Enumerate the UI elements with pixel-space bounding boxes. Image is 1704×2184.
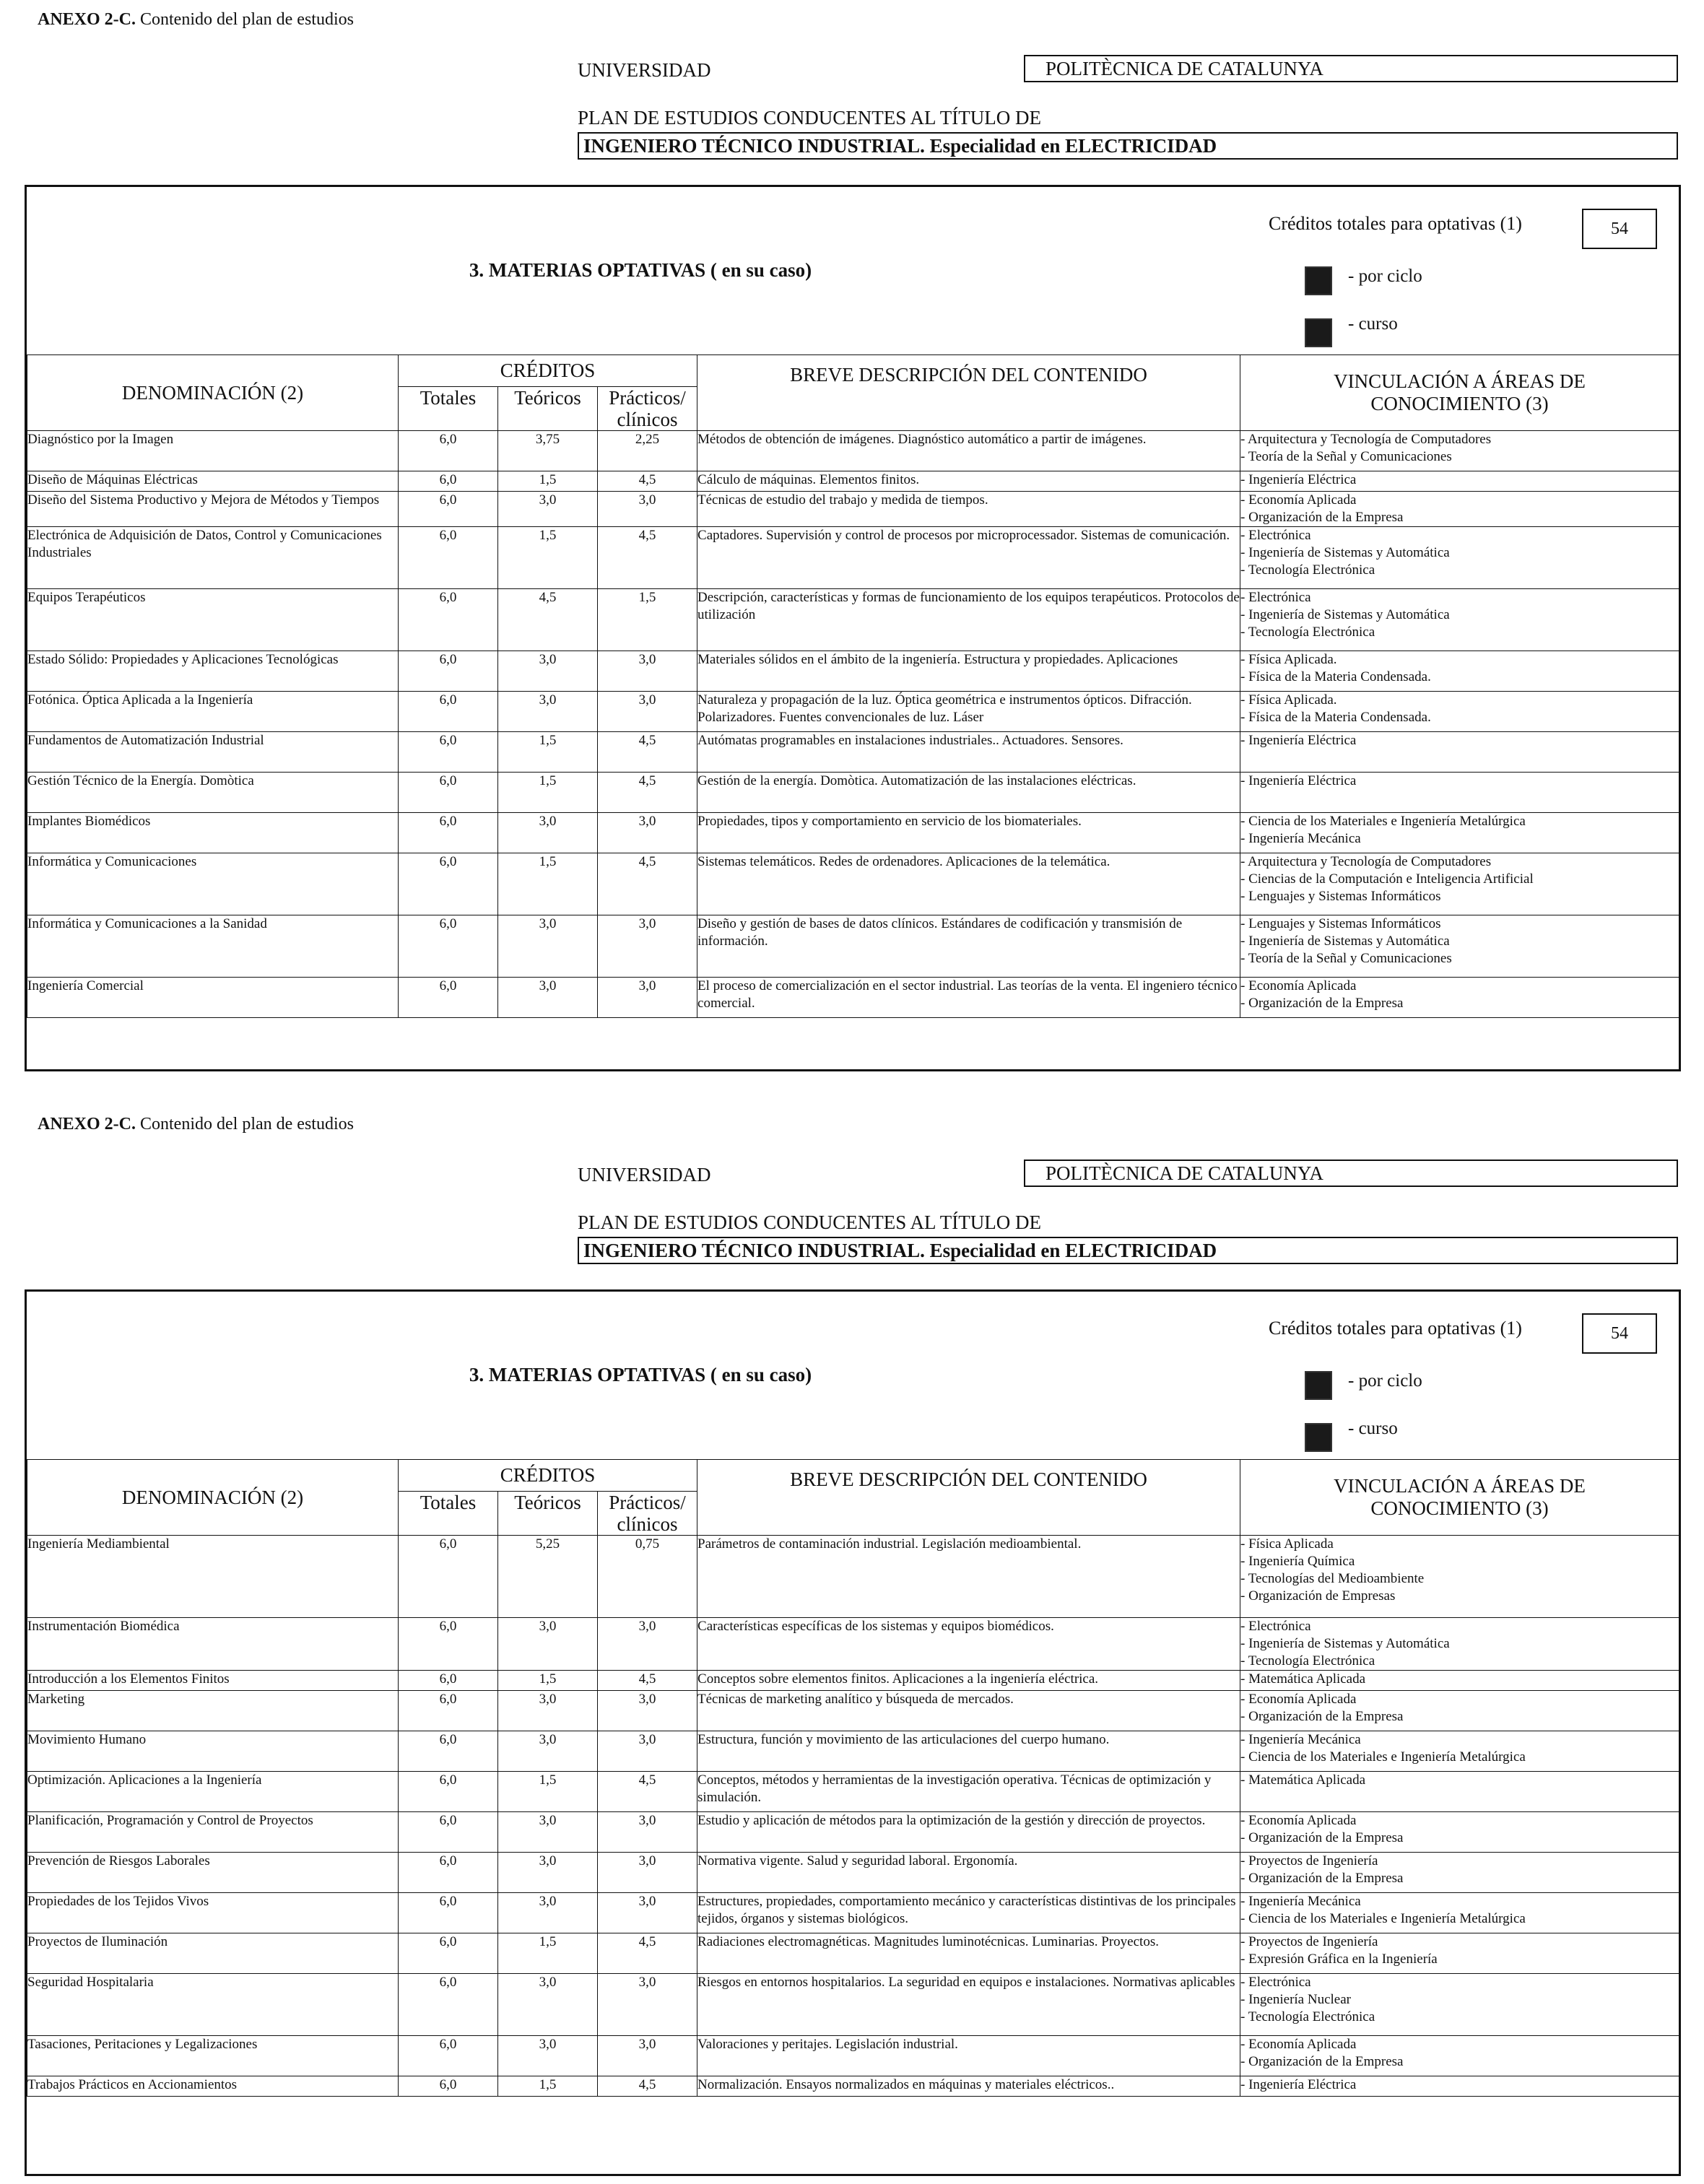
subject-name: Propiedades de los Tejidos Vivos [27,1893,399,1933]
knowledge-areas [1240,853,1679,915]
curso-box [1305,1423,1332,1452]
credits-practice: 3,0 [598,492,697,527]
knowledge-area: - Economía Aplicada [1240,1692,1357,1707]
credits-total: 6,0 [399,431,498,471]
subject-name: Implantes Biomédicos [27,813,399,853]
credits-practice: 3,0 [598,651,697,692]
subject-description: Técnicas de estudio del trabajo y medida de tiempos. [697,492,1240,527]
knowledge-areas [1240,732,1679,773]
knowledge-area: - Tecnología Electrónica [1240,2009,1375,2024]
credits-practice: 4,5 [598,853,697,915]
credits-theory: 1,5 [498,773,598,813]
knowledge-area: - Arquitectura y Tecnología de Computadores [1240,432,1492,447]
subject-description: Características específicas de los sistemas y equipos biomédicos. [697,1618,1240,1671]
knowledge-area: - Economía Aplicada [1240,978,1357,993]
subject-name: Fotónica. Óptica Aplicada a la Ingeniería [27,692,399,732]
universidad-value: POLITÈCNICA DE CATALUNYA [1024,55,1678,82]
credits-total: 6,0 [399,1974,498,2036]
section-title: 3. MATERIAS OPTATIVAS ( en su caso) [469,259,812,281]
subject-description: Gestión de la energía. Domòtica. Automatización de las instalaciones eléctricas. [697,773,1240,813]
table-row [27,492,1679,527]
knowledge-areas [1240,1974,1679,2036]
table-row [27,813,1679,853]
credits-theory: 1,5 [498,1933,598,1974]
knowledge-areas [1240,773,1679,813]
credits-theory: 3,0 [498,1731,598,1772]
table-row [27,915,1679,978]
knowledge-area: - Física de la Materia Condensada. [1240,710,1431,725]
credits-theory: 3,0 [498,492,598,527]
optativas-credits-value: 54 [1582,1313,1657,1354]
credits-practice: 3,0 [598,978,697,1018]
curso-box [1305,318,1332,347]
header-vinculacion: VINCULACIÓN A ÁREAS DE CONOCIMIENTO (3) [1240,355,1679,431]
subject-name: Optimización. Aplicaciones a la Ingeniería [27,1772,399,1812]
knowledge-area: - Ingeniería Mecánica [1240,831,1361,846]
credits-theory: 5,25 [498,1536,598,1618]
credits-practice: 4,5 [598,471,697,492]
credits-total: 6,0 [399,1893,498,1933]
credits-practice: 4,5 [598,527,697,589]
knowledge-area: - Ciencia de los Materiales e Ingeniería Metalúrgica [1240,1749,1526,1765]
knowledge-areas [1240,1691,1679,1731]
credits-practice: 4,5 [598,1772,697,1812]
knowledge-areas [1240,1933,1679,1974]
header-totales: Totales [399,1492,498,1536]
optativas-credits-panel [1261,187,1680,354]
subject-description: Métodos de obtención de imágenes. Diagnóstico automático a partir de imágenes. [697,431,1240,471]
knowledge-areas [1240,813,1679,853]
credits-total: 6,0 [399,978,498,1018]
table-row [27,1536,1679,1618]
credits-theory: 3,0 [498,692,598,732]
knowledge-areas [1240,2076,1679,2097]
knowledge-area: - Ingeniería Mecánica [1240,1894,1361,1909]
optativas-table-frame [25,1289,1681,2176]
credits-theory: 1,5 [498,1772,598,1812]
table-row [27,692,1679,732]
curso-label: - curso [1348,1419,1398,1438]
knowledge-area: - Tecnología Electrónica [1240,1653,1375,1669]
plan-title: INGENIERO TÉCNICO INDUSTRIAL. Especialidad en ELECTRICIDAD [578,132,1678,160]
knowledge-area: - Electrónica [1240,528,1311,543]
knowledge-area: - Ingeniería Eléctrica [1240,773,1357,788]
document-page [0,0,1704,1079]
credits-theory: 3,0 [498,915,598,978]
knowledge-area: - Ingeniería Eléctrica [1240,472,1357,487]
subject-description: Diseño y gestión de bases de datos clínicos. Estándares de codificación y transmisión de información. [697,915,1240,978]
credits-practice: 3,0 [598,813,697,853]
credits-total: 6,0 [399,692,498,732]
credits-theory: 1,5 [498,732,598,773]
credits-total: 6,0 [399,732,498,773]
knowledge-area: - Organización de la Empresa [1240,1709,1404,1724]
knowledge-area: - Ingeniería Nuclear [1240,1992,1351,2007]
curso-label: - curso [1348,314,1398,334]
subject-description: Conceptos, métodos y herramientas de la investigación operativa. Técnicas de optimización y simulación. [697,1772,1240,1812]
credits-practice: 3,0 [598,1812,697,1853]
knowledge-area: - Electrónica [1240,590,1311,605]
subject-name: Informática y Comunicaciones a la Sanidad [27,915,399,978]
subject-name: Equipos Terapéuticos [27,589,399,651]
credits-theory: 3,0 [498,1812,598,1853]
header-creditos: CRÉDITOS [399,1460,697,1492]
subject-description: Radiaciones electromagnéticas. Magnitudes luminotécnicas. Luminarias. Proyectos. [697,1933,1240,1974]
subject-description: Valoraciones y peritajes. Legislación industrial. [697,2036,1240,2076]
credits-practice: 3,0 [598,1853,697,1893]
knowledge-area: - Física Aplicada [1240,1536,1334,1552]
optativas-credits-panel [1261,1292,1680,1459]
knowledge-areas [1240,1731,1679,1772]
credits-practice: 3,0 [598,1731,697,1772]
credits-theory: 3,0 [498,978,598,1018]
knowledge-area: - Tecnología Electrónica [1240,625,1375,640]
header-teoricos: Teóricos [498,387,598,431]
credits-theory: 3,0 [498,1691,598,1731]
knowledge-area: - Ciencia de los Materiales e Ingeniería Metalúrgica [1240,814,1526,829]
credits-theory: 3,0 [498,2036,598,2076]
knowledge-areas [1240,1536,1679,1618]
por-ciclo-box [1305,266,1332,295]
credits-theory: 4,5 [498,589,598,651]
credits-total: 6,0 [399,1853,498,1893]
subject-name: Diseño del Sistema Productivo y Mejora de Métodos y Tiempos [27,492,399,527]
universidad-value: POLITÈCNICA DE CATALUNYA [1024,1160,1678,1187]
subject-description: Captadores. Supervisión y control de procesos por microprocessador. Sistemas de comunicación. [697,527,1240,589]
knowledge-area: - Tecnologías del Medioambiente [1240,1571,1425,1586]
annex-description: Contenido del plan de estudios [136,10,354,29]
knowledge-area: - Proyectos de Ingeniería [1240,1853,1378,1868]
subject-name: Ingeniería Comercial [27,978,399,1018]
header-totales: Totales [399,387,498,431]
header-creditos: CRÉDITOS [399,355,697,387]
knowledge-area: - Matemática Aplicada [1240,1772,1366,1788]
header-practicos: Prácticos/ clínicos [598,1492,697,1536]
credits-practice: 4,5 [598,2076,697,2097]
subject-name: Prevención de Riesgos Laborales [27,1853,399,1893]
table-row [27,1671,1679,1691]
credits-total: 6,0 [399,2036,498,2076]
subject-description: Estructura, función y movimiento de las articulaciones del cuerpo humano. [697,1731,1240,1772]
knowledge-areas [1240,492,1679,527]
credits-theory: 3,0 [498,651,598,692]
table-row [27,1893,1679,1933]
subjects-table [27,354,1679,1018]
knowledge-area: - Expresión Gráfica en la Ingeniería [1240,1952,1438,1967]
knowledge-area: - Ingeniería de Sistemas y Automática [1240,934,1450,949]
table-row [27,2036,1679,2076]
knowledge-areas [1240,692,1679,732]
credits-practice: 3,0 [598,1691,697,1731]
subject-description: Riesgos en entornos hospitalarios. La seguridad en equipos e instalaciones. Normativas aplicables [697,1974,1240,2036]
credits-practice: 1,5 [598,589,697,651]
table-row [27,1974,1679,2036]
credits-practice: 2,25 [598,431,697,471]
table-row [27,1853,1679,1893]
table-row [27,732,1679,773]
knowledge-areas [1240,978,1679,1018]
subject-name: Diagnóstico por la Imagen [27,431,399,471]
por-ciclo-box [1305,1371,1332,1400]
subject-name: Estado Sólido: Propiedades y Aplicaciones Tecnológicas [27,651,399,692]
credits-total: 6,0 [399,813,498,853]
document-page [0,1105,1704,2184]
annex-heading [38,10,354,30]
knowledge-area: - Economía Aplicada [1240,492,1357,508]
table-row [27,1731,1679,1772]
annex-heading [38,1115,354,1134]
table-row [27,1691,1679,1731]
subject-description: Parámetros de contaminación industrial. Legislación medioambiental. [697,1536,1240,1618]
table-row [27,651,1679,692]
table-row [27,853,1679,915]
credits-total: 6,0 [399,1691,498,1731]
knowledge-area: - Proyectos de Ingeniería [1240,1934,1378,1949]
knowledge-areas [1240,1772,1679,1812]
credits-practice: 4,5 [598,773,697,813]
subject-name: Ingeniería Mediambiental [27,1536,399,1618]
knowledge-area: - Organización de la Empresa [1240,1830,1404,1845]
credits-theory: 1,5 [498,471,598,492]
credits-total: 6,0 [399,1536,498,1618]
header-vinculacion: VINCULACIÓN A ÁREAS DE CONOCIMIENTO (3) [1240,1460,1679,1536]
knowledge-area: - Física Aplicada. [1240,652,1337,667]
knowledge-areas [1240,1812,1679,1853]
credits-theory: 1,5 [498,2076,598,2097]
optativas-table-frame [25,185,1681,1071]
table-row [27,773,1679,813]
knowledge-area: - Organización de la Empresa [1240,996,1404,1011]
credits-practice: 0,75 [598,1536,697,1618]
knowledge-area: - Ingeniería de Sistemas y Automática [1240,545,1450,560]
header-descripcion: BREVE DESCRIPCIÓN DEL CONTENIDO [697,1460,1240,1536]
subject-description: El proceso de comercialización en el sector industrial. Las teorías de la venta. El ingeniero técnico comercial. [697,978,1240,1018]
annex-number: ANEXO 2-C. [38,10,136,29]
knowledge-area: - Organización de la Empresa [1240,1871,1404,1886]
knowledge-area: - Organización de Empresas [1240,1588,1396,1604]
table-row [27,1812,1679,1853]
subject-description: Descripción, características y formas de funcionamiento de los equipos terapéuticos. Protocolos de utilización [697,589,1240,651]
header-denominacion: DENOMINACIÓN (2) [27,355,399,431]
subject-name: Seguridad Hospitalaria [27,1974,399,2036]
credits-practice: 4,5 [598,732,697,773]
credits-total: 6,0 [399,915,498,978]
credits-practice: 3,0 [598,1893,697,1933]
universidad-label: UNIVERSIDAD [578,1164,711,1185]
table-row [27,431,1679,471]
plan-title: INGENIERO TÉCNICO INDUSTRIAL. Especialidad en ELECTRICIDAD [578,1237,1678,1264]
subject-name: Gestión Técnico de la Energía. Domòtica [27,773,399,813]
knowledge-areas [1240,589,1679,651]
header-practicos: Prácticos/ clínicos [598,387,697,431]
annex-description: Contenido del plan de estudios [136,1115,354,1134]
knowledge-area: - Ciencias de la Computación e Inteligencia Artificial [1240,871,1534,887]
subject-name: Informática y Comunicaciones [27,853,399,915]
subject-name: Tasaciones, Peritaciones y Legalizaciones [27,2036,399,2076]
credits-practice: 3,0 [598,2036,697,2076]
subject-description: Sistemas telemáticos. Redes de ordenadores. Aplicaciones de la telemática. [697,853,1240,915]
credits-practice: 3,0 [598,692,697,732]
knowledge-areas [1240,1671,1679,1691]
credits-theory: 3,75 [498,431,598,471]
table-row [27,527,1679,589]
knowledge-area: - Matemática Aplicada [1240,1671,1366,1687]
credits-theory: 3,0 [498,1893,598,1933]
optativas-credits-value: 54 [1582,209,1657,249]
section-title: 3. MATERIAS OPTATIVAS ( en su caso) [469,1364,812,1385]
subject-description: Materiales sólidos en el ámbito de la ingeniería. Estructura y propiedades. Aplicaciones [697,651,1240,692]
knowledge-area: - Arquitectura y Tecnología de Computadores [1240,854,1492,869]
subject-name: Proyectos de Iluminación [27,1933,399,1974]
knowledge-area: - Lenguajes y Sistemas Informáticos [1240,916,1441,931]
table-row [27,471,1679,492]
subject-name: Fundamentos de Automatización Industrial [27,732,399,773]
subject-name: Planificación, Programación y Control de Proyectos [27,1812,399,1853]
subject-description: Conceptos sobre elementos finitos. Aplicaciones a la ingeniería eléctrica. [697,1671,1240,1691]
credits-total: 6,0 [399,1731,498,1772]
knowledge-area: - Economía Aplicada [1240,2037,1357,2052]
knowledge-area: - Física Aplicada. [1240,692,1337,708]
credits-total: 6,0 [399,853,498,915]
credits-theory: 1,5 [498,853,598,915]
credits-total: 6,0 [399,1812,498,1853]
subject-name: Movimiento Humano [27,1731,399,1772]
subject-description: Propiedades, tipos y comportamiento en servicio de los biomateriales. [697,813,1240,853]
knowledge-areas [1240,471,1679,492]
knowledge-areas [1240,1853,1679,1893]
table-row [27,1933,1679,1974]
knowledge-area: - Ingeniería de Sistemas y Automática [1240,607,1450,622]
credits-total: 6,0 [399,1772,498,1812]
credits-total: 6,0 [399,2076,498,2097]
subject-description: Normalización. Ensayos normalizados en máquinas y materiales eléctricos.. [697,2076,1240,2097]
credits-practice: 4,5 [598,1671,697,1691]
plan-label: PLAN DE ESTUDIOS CONDUCENTES AL TÍTULO DE [578,1211,1041,1233]
knowledge-areas [1240,1618,1679,1671]
subject-name: Introducción a los Elementos Finitos [27,1671,399,1691]
credits-total: 6,0 [399,1618,498,1671]
table-row [27,978,1679,1018]
knowledge-area: - Ingeniería Eléctrica [1240,733,1357,748]
credits-practice: 4,5 [598,1933,697,1974]
credits-theory: 3,0 [498,1853,598,1893]
credits-theory: 3,0 [498,1974,598,2036]
table-row [27,589,1679,651]
subject-description: Técnicas de marketing analítico y búsqueda de mercados. [697,1691,1240,1731]
knowledge-area: - Ingeniería de Sistemas y Automática [1240,1636,1450,1651]
credits-total: 6,0 [399,527,498,589]
credits-total: 6,0 [399,1933,498,1974]
knowledge-area: - Electrónica [1240,1619,1311,1634]
credits-practice: 3,0 [598,1974,697,2036]
knowledge-area: - Organización de la Empresa [1240,510,1404,525]
knowledge-area: - Organización de la Empresa [1240,2054,1404,2069]
knowledge-area: - Lenguajes y Sistemas Informáticos [1240,889,1441,904]
credits-total: 6,0 [399,651,498,692]
subject-name: Diseño de Máquinas Eléctricas [27,471,399,492]
subject-description: Autómatas programables en instalaciones industriales.. Actuadores. Sensores. [697,732,1240,773]
knowledge-areas [1240,1893,1679,1933]
credits-total: 6,0 [399,492,498,527]
subject-name: Trabajos Prácticos en Accionamientos [27,2076,399,2097]
knowledge-areas [1240,651,1679,692]
knowledge-area: - Tecnología Electrónica [1240,562,1375,578]
universidad-label: UNIVERSIDAD [578,59,711,81]
credits-theory: 1,5 [498,1671,598,1691]
subject-name: Electrónica de Adquisición de Datos, Control y Comunicaciones Industriales [27,527,399,589]
subject-description: Estudio y aplicación de métodos para la optimización de la gestión y dirección de proyectos. [697,1812,1240,1853]
credits-total: 6,0 [399,589,498,651]
credits-practice: 3,0 [598,1618,697,1671]
credits-theory: 1,5 [498,527,598,589]
por-ciclo-label: - por ciclo [1348,1371,1422,1391]
optativas-credits-label: Créditos totales para optativas (1) [1269,1318,1522,1339]
subject-description: Naturaleza y propagación de la luz. Óptica geométrica e instrumentos ópticos. Difracción. Polarizadores. Fuentes convencionales de luz. Láser [697,692,1240,732]
knowledge-area: - Ciencia de los Materiales e Ingeniería Metalúrgica [1240,1911,1526,1926]
subject-description: Estructures, propiedades, comportamiento mecánico y características distintivas de los principales tejidos, órganos y sistemas biológicos. [697,1893,1240,1933]
annex-number: ANEXO 2-C. [38,1115,136,1134]
por-ciclo-label: - por ciclo [1348,266,1422,286]
header-teoricos: Teóricos [498,1492,598,1536]
subjects-table [27,1459,1679,2097]
table-row [27,1772,1679,1812]
credits-theory: 3,0 [498,1618,598,1671]
credits-total: 6,0 [399,773,498,813]
plan-label: PLAN DE ESTUDIOS CONDUCENTES AL TÍTULO DE [578,107,1041,129]
subject-name: Marketing [27,1691,399,1731]
credits-practice: 3,0 [598,915,697,978]
knowledge-area: - Ingeniería Química [1240,1554,1355,1569]
knowledge-area: - Electrónica [1240,1975,1311,1990]
subject-description: Cálculo de máquinas. Elementos finitos. [697,471,1240,492]
header-descripcion: BREVE DESCRIPCIÓN DEL CONTENIDO [697,355,1240,431]
credits-total: 6,0 [399,471,498,492]
subject-description: Normativa vigente. Salud y seguridad laboral. Ergonomía. [697,1853,1240,1893]
knowledge-areas [1240,2036,1679,2076]
knowledge-area: - Ingeniería Mecánica [1240,1732,1361,1747]
optativas-credits-label: Créditos totales para optativas (1) [1269,213,1522,234]
knowledge-areas [1240,915,1679,978]
knowledge-areas [1240,527,1679,589]
table-row [27,2076,1679,2097]
knowledge-area: - Teoría de la Señal y Comunicaciones [1240,951,1452,966]
credits-theory: 3,0 [498,813,598,853]
table-row [27,1618,1679,1671]
credits-total: 6,0 [399,1671,498,1691]
knowledge-area: - Teoría de la Señal y Comunicaciones [1240,449,1452,464]
knowledge-area: - Economía Aplicada [1240,1813,1357,1828]
header-denominacion: DENOMINACIÓN (2) [27,1460,399,1536]
knowledge-area: - Ingeniería Eléctrica [1240,2077,1357,2092]
knowledge-area: - Física de la Materia Condensada. [1240,669,1431,684]
subject-name: Instrumentación Biomédica [27,1618,399,1671]
knowledge-areas [1240,431,1679,471]
